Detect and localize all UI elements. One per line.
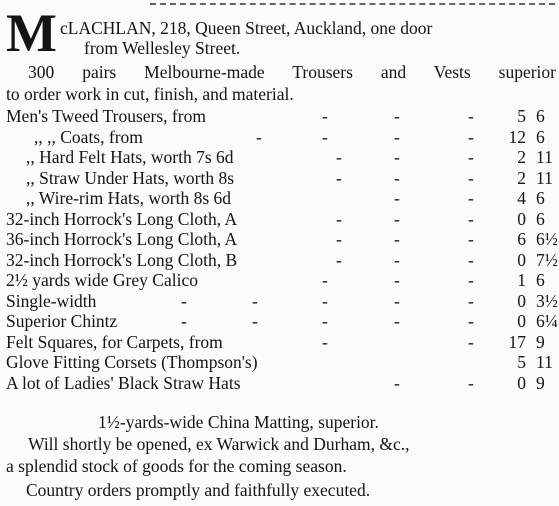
leader-dots: - - - — [322, 270, 474, 290]
price-pence: 11 — [536, 147, 553, 167]
price-shillings: 0 — [517, 209, 526, 229]
footer-line-4: Country orders promptly and faithfully executed. — [26, 480, 371, 500]
price-row — [6, 270, 551, 290]
price-shillings: 0 — [517, 250, 526, 270]
price-row — [6, 147, 551, 167]
footer-line-3: a splendid stock of goods for the coming season. — [6, 456, 347, 476]
price-shillings: 0 — [517, 311, 526, 331]
leader-dots: - - - — [322, 106, 474, 126]
price-row — [6, 229, 558, 249]
price-shillings: 5 — [517, 352, 526, 372]
header-line-3: 300 pairs Melbourne-made Trousers and Vests superior — [28, 62, 556, 82]
item-description: 2½ yards wide Grey Calico — [6, 270, 198, 290]
leader-dots: - - — [394, 373, 474, 393]
price-pence: 6½ — [536, 229, 558, 249]
price-pence: 6 — [536, 188, 545, 208]
item-description: 32-inch Horrock's Long Cloth, A — [6, 209, 238, 229]
item-description: Men's Tweed Trousers, from — [6, 106, 206, 126]
item-description: Felt Squares, for Carpets, from — [6, 332, 223, 352]
item-description: 32-inch Horrock's Long Cloth, B — [6, 250, 238, 270]
price-row — [6, 250, 558, 270]
price-pence: 11 — [536, 168, 553, 188]
leader-dots: - - - — [336, 229, 474, 249]
header-line-2: from Wellesley Street. — [84, 38, 241, 58]
price-row — [6, 291, 558, 311]
price-row — [6, 352, 551, 372]
item-description: Glove Fitting Corsets (Thompson's) — [6, 352, 258, 372]
price-pence: 6 — [536, 106, 545, 126]
price-shillings: 4 — [517, 188, 526, 208]
item-description: ,, Straw Under Hats, worth 8s — [26, 168, 235, 188]
price-shillings: 6 — [517, 229, 526, 249]
price-row — [6, 127, 551, 147]
price-shillings: 5 — [517, 106, 526, 126]
price-pence: 9 — [536, 373, 545, 393]
header-line-4: to order work in cut, finish, and material. — [6, 84, 294, 104]
price-shillings: 2 — [517, 147, 526, 167]
price-shillings: 0 — [517, 373, 526, 393]
leader-dots: - - - — [336, 250, 474, 270]
leader-dots: - - — [394, 188, 474, 208]
item-description: ,, Hard Felt Hats, worth 7s 6d — [26, 147, 234, 167]
price-shillings: 12 — [508, 127, 526, 147]
leader-dots: - - - — [336, 209, 474, 229]
price-pence: 9 — [536, 332, 545, 352]
item-description: 36-inch Horrock's Long Cloth, A — [6, 229, 238, 249]
price-row — [6, 311, 558, 331]
header-line-1: cLACHLAN, 218, Queen Street, Auckland, one door — [60, 18, 433, 38]
price-row — [6, 168, 551, 188]
price-pence: 6 — [536, 209, 545, 229]
price-pence: 3½ — [536, 291, 558, 311]
price-pence: 6 — [536, 270, 545, 290]
price-row — [6, 209, 551, 229]
price-row — [6, 188, 551, 208]
top-rule — [150, 3, 555, 5]
leader-dots: - - - - - — [181, 291, 474, 311]
price-shillings: 1 — [517, 270, 526, 290]
price-row — [6, 106, 551, 126]
footer-line-1: 1½-yards-wide China Matting, superior. — [98, 412, 379, 432]
item-description: Single-width — [6, 291, 97, 311]
leader-dots: - - - — [336, 147, 474, 167]
price-pence: 11 — [536, 352, 553, 372]
leader-dots: - - — [322, 332, 474, 352]
price-shillings: 2 — [517, 168, 526, 188]
price-shillings: 17 — [508, 332, 526, 352]
item-description: Superior Chintz — [6, 311, 118, 331]
leader-dots: - - - - — [256, 127, 474, 147]
price-row — [6, 332, 551, 352]
price-pence: 6 — [536, 127, 545, 147]
price-pence: 6¼ — [536, 311, 558, 331]
price-shillings: 0 — [517, 291, 526, 311]
leader-dots: - - - — [336, 168, 474, 188]
footer-line-2: Will shortly be opened, ex Warwick and Durham, &c., — [28, 434, 410, 454]
price-pence: 7½ — [536, 250, 558, 270]
item-description: ,, ,, Coats, from — [34, 127, 143, 147]
price-row — [6, 373, 551, 393]
item-description: A lot of Ladies' Black Straw Hats — [6, 373, 241, 393]
drop-cap: M — [6, 3, 57, 63]
leader-dots: - - - - - — [181, 311, 474, 331]
item-description: ,, Wire-rim Hats, worth 8s 6d — [26, 188, 232, 208]
